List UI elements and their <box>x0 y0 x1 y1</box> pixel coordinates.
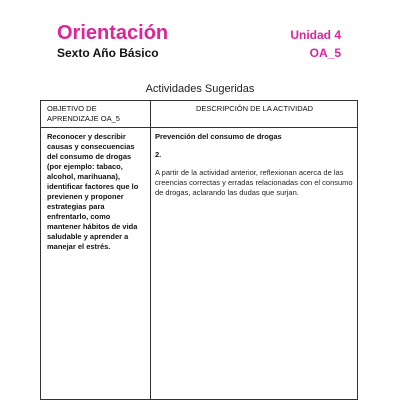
document-subtitle: Sexto Año Básico <box>57 46 159 60</box>
activity-cell <box>155 132 355 198</box>
document-header <box>57 22 347 62</box>
activity-title: Prevención del consumo de drogas <box>155 132 282 141</box>
document-title: Orientación <box>57 22 169 44</box>
description-column-header: DESCRIPCIÓN DE LA ACTIVIDAD <box>195 104 314 113</box>
header-divider <box>41 127 357 128</box>
activity-number: 2. <box>155 150 162 159</box>
objective-text: Reconocer y describir causas y consecuencias del consumo de drogas (por ejemplo: tabaco, alcohol, marihuana), identificar factores que lo previenen y proponer estrategias para enfrentarlo, como mantener hábitos de vida saludable y aprender a manejar el estrés. <box>47 132 139 251</box>
objective-column-header: OBJETIVO DE APRENDIZAJE OA_5 <box>47 104 120 123</box>
activities-table <box>40 100 358 400</box>
unit-label: Unidad 4 <box>290 28 341 42</box>
section-title: Actividades Sugeridas <box>145 83 255 95</box>
column-divider <box>150 101 151 399</box>
oa-label: OA_5 <box>309 46 341 60</box>
activity-description: A partir de la actividad anterior, reflexionan acerca de las creencias correctas y erradas relacionadas con el consumo de drogas, aclarando las dudas que surjan. <box>155 168 353 197</box>
